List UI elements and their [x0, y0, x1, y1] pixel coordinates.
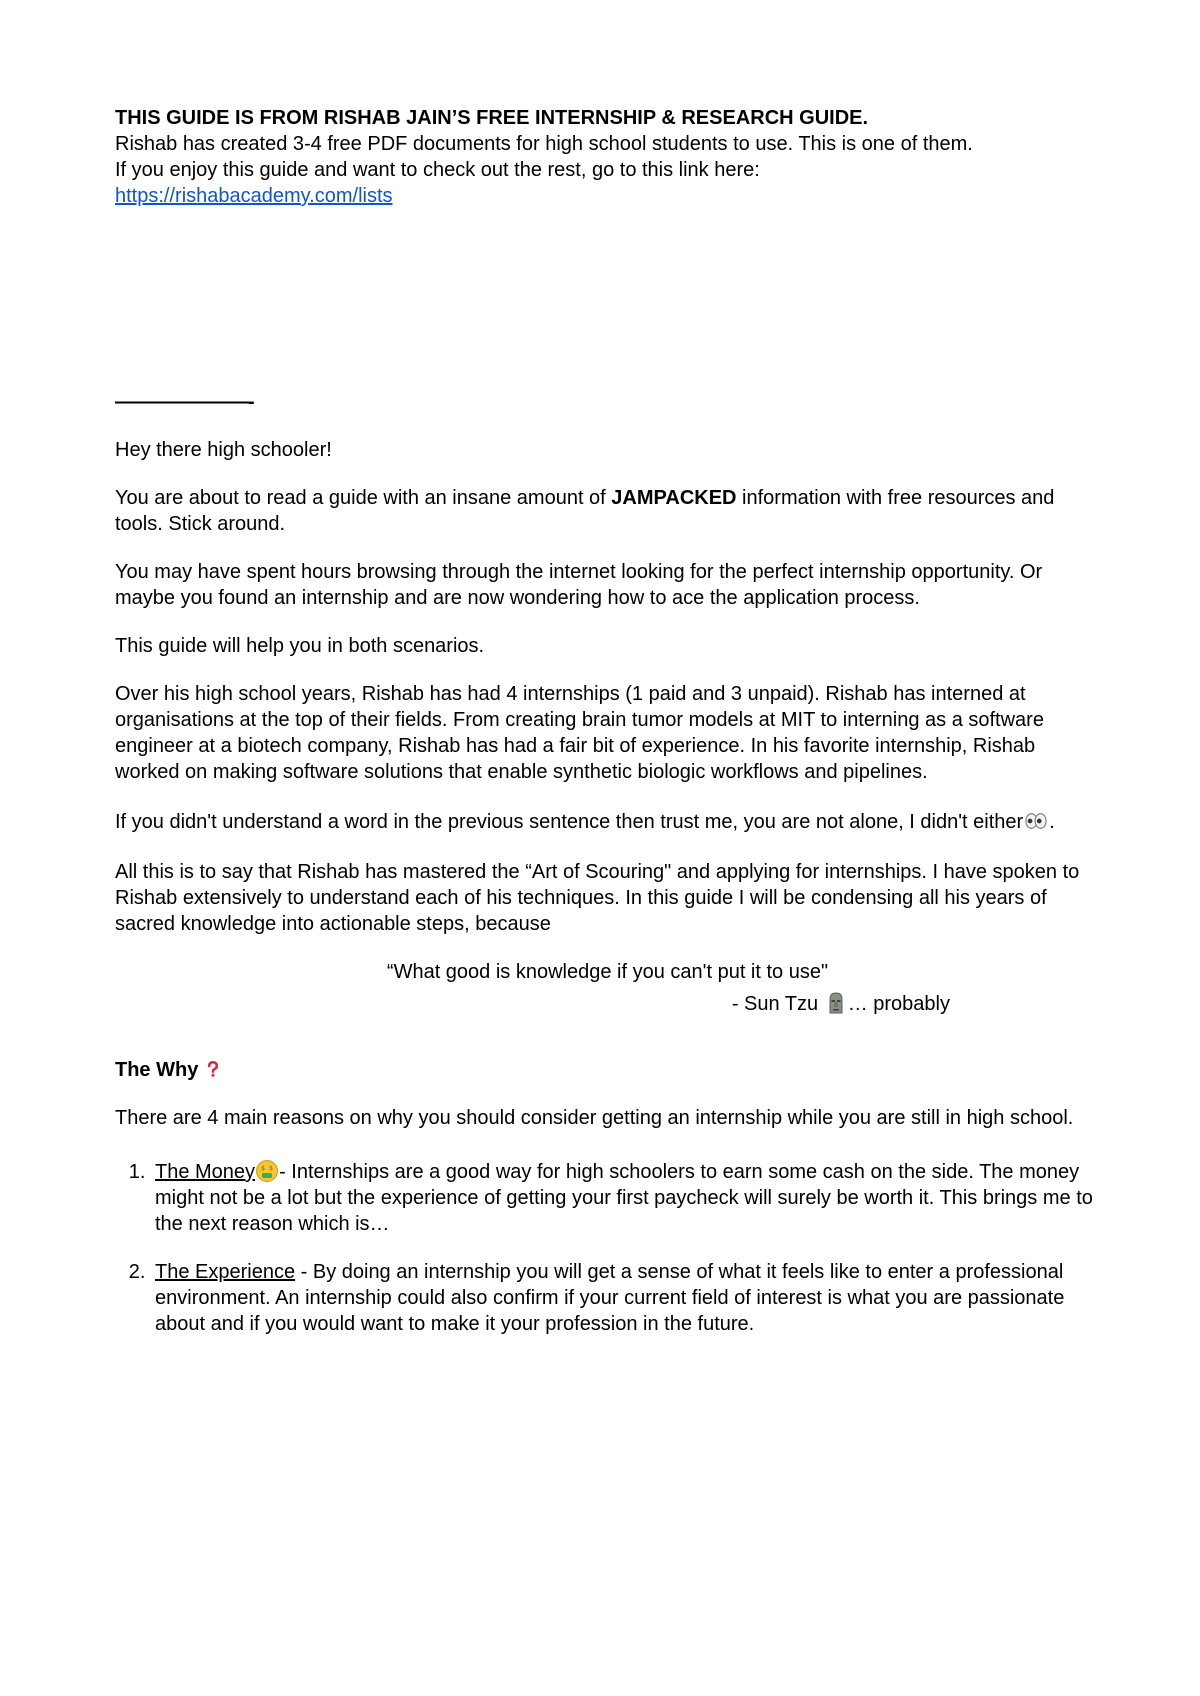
svg-text:$: $ [269, 1165, 273, 1172]
intro-paragraph-5: If you didn't understand a word in the previous sentence then trust me, you are not alone, I didn't either . [115, 811, 1055, 833]
intro-paragraph-1: You are about to read a guide with an insane amount of JAMPACKED information with free resources and tools. Stick around. [115, 487, 1055, 535]
sun-tzu-quote: “What good is knowledge if you can't put it to use" [386, 961, 829, 983]
guide-lists-link[interactable]: https://rishabacademy.com/lists [115, 185, 393, 207]
intro-paragraph-3: This guide will help you in both scenarios. [115, 635, 485, 657]
list-item: 2. The Experience - By doing an internship you will get a sense of what it feels like to enter a professional environment. An internship could also confirm if your current field of interest is what you are passionate about and if you would want to make it your profession in the future. [151, 1259, 1100, 1337]
guide-source-line-2: If you enjoy this guide and want to check out the rest, go to this link here: [115, 159, 760, 181]
guide-source-title: THIS GUIDE IS FROM RISHAB JAIN’S FREE INTERNSHIP & RESEARCH GUIDE. [115, 107, 869, 129]
intro-paragraph-6: All this is to say that Rishab has mastered the “Art of Scouring" and applying for internships. I have spoken to Rishab extensively to understand each of his techniques. In this guide I will be condensing all his years of sacred knowledge into actionable steps, because [115, 861, 1080, 935]
moai-emoji-icon [824, 991, 848, 1015]
greeting: Hey there high schooler! [115, 439, 332, 461]
intro-paragraph-2: You may have spent hours browsing through the internet looking for the perfect internship opportunity. Or maybe you found an internship and are now wondering how to ace the application process. [115, 561, 1043, 609]
section-title-the-why: The Why [115, 1057, 1100, 1083]
why-intro: There are 4 main reasons on why you should consider getting an internship while you are still in high school. [115, 1107, 1074, 1129]
jampacked-emphasis: JAMPACKED [611, 487, 737, 509]
quote-attribution: - Sun Tzu … probably [731, 993, 950, 1015]
guide-source-line-1: Rishab has created 3-4 free PDF documents for high school students to use. This is one of them. [115, 133, 973, 155]
list-item: 1. The Money $ $ - Internships are a good way for high schoolers to earn some cash on the side. The money might not be a lot but the experience of getting your first paycheck will surely be worth it. This brings me to the next reason which is… [151, 1159, 1100, 1237]
eyes-emoji-icon [1023, 810, 1049, 832]
reasons-list [115, 1159, 1100, 1337]
reason-title-money: The Money [155, 1161, 256, 1183]
document-page [115, 105, 1100, 1359]
svg-text:$: $ [261, 1165, 265, 1172]
red-question-mark-icon [204, 1057, 222, 1081]
reason-title-experience: The Experience [155, 1261, 296, 1283]
intro-paragraph-4: Over his high school years, Rishab has had 4 internships (1 paid and 3 unpaid). Rishab has interned at organisations at the top of their fields. From creating brain tumor models at MIT to interning as a software engineer at a biotech company, Rishab has had a fair bit of experience. In his favorite internship, Rishab worked on making software solutions that enable synthetic biologic workflows and pipelines. [115, 683, 1044, 783]
section-divider: ———————- [115, 391, 254, 413]
money-mouth-face-icon [255, 1159, 279, 1183]
